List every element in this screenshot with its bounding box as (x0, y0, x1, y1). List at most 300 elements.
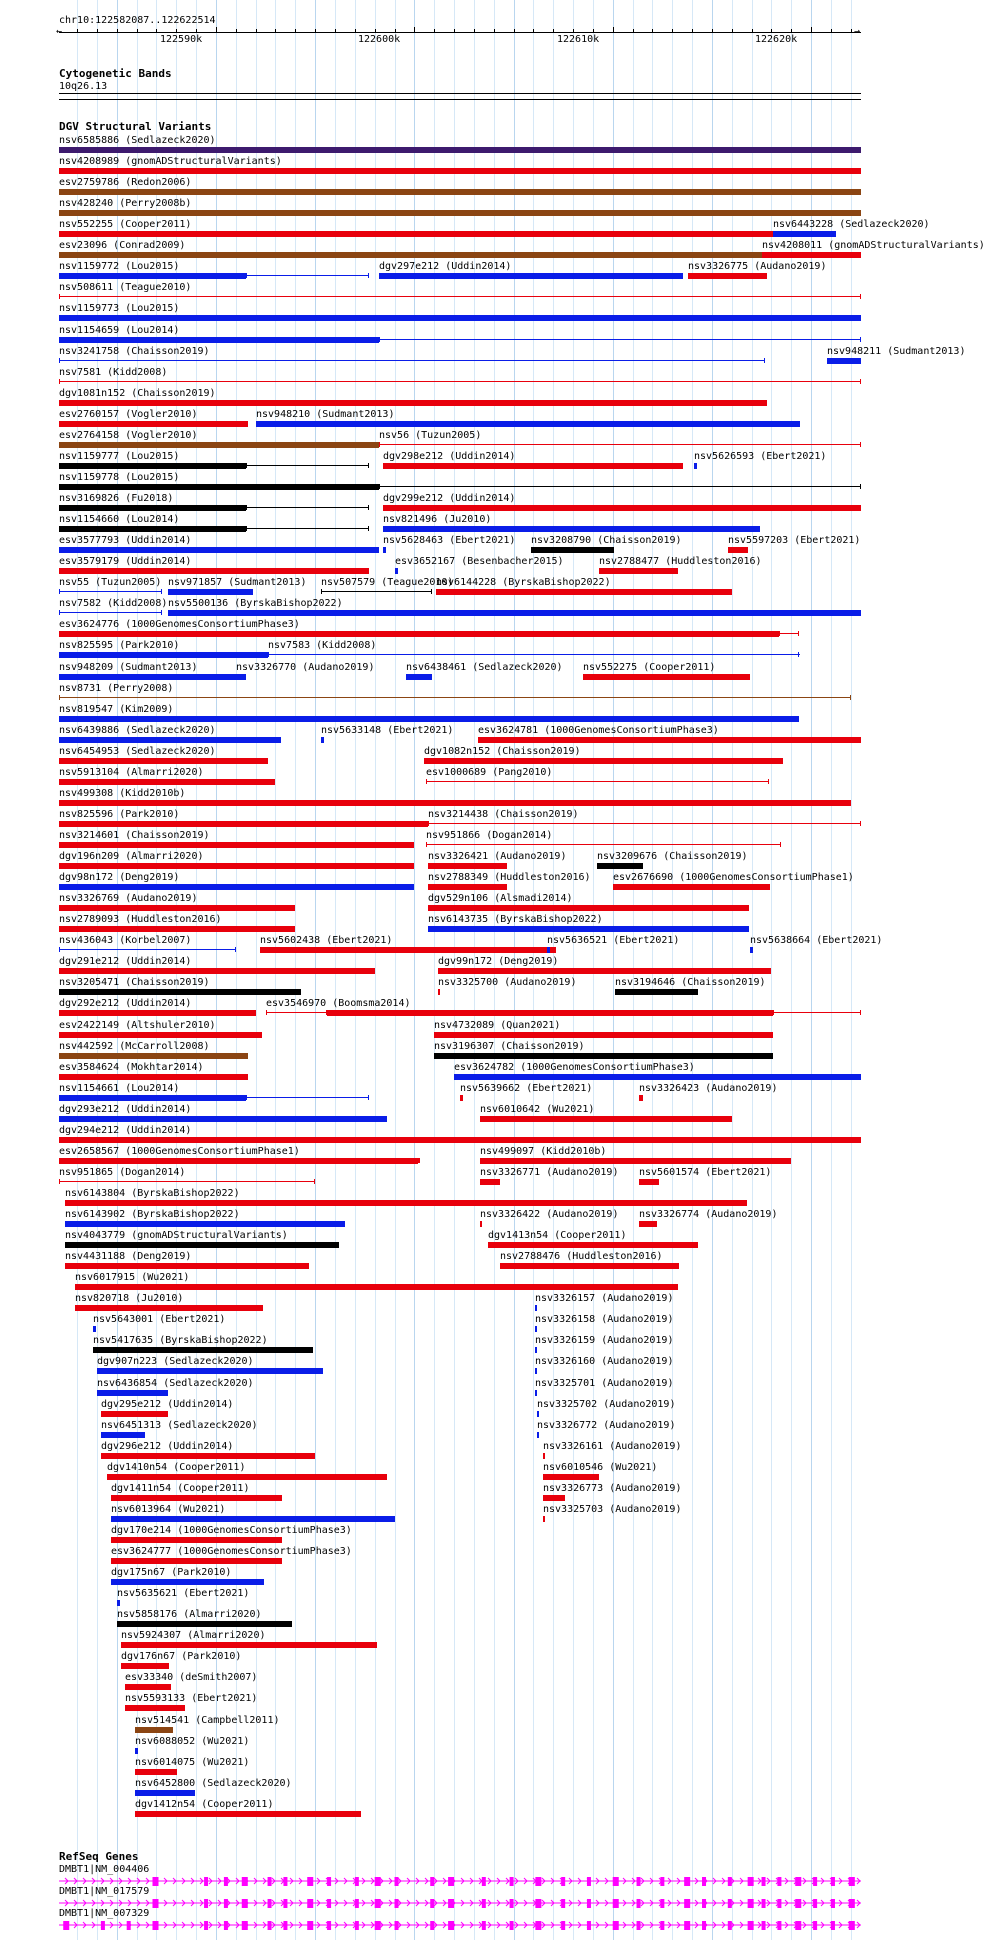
sv-feature-label: nsv951865 (Dogan2014) (59, 1167, 186, 1178)
gene-exon (637, 1921, 641, 1930)
sv-feature-bar[interactable] (639, 1095, 643, 1101)
sv-feature-bar[interactable] (59, 758, 268, 764)
sv-feature-bar[interactable] (428, 863, 507, 869)
sv-feature-label: dgv1412n54 (Cooper2011) (135, 1799, 274, 1810)
sv-feature-bar[interactable] (125, 1705, 185, 1711)
sv-feature-label: nsv1159777 (Lou2015) (59, 451, 180, 462)
sv-feature-bar[interactable] (59, 463, 246, 469)
sv-feature-bar[interactable] (535, 1390, 537, 1396)
sv-feature-bar[interactable] (418, 1160, 420, 1161)
gene-exon (831, 1877, 835, 1886)
sv-feature-bar[interactable] (59, 568, 369, 574)
sv-feature-label: nsv3196307 (Chaisson2019) (434, 1041, 585, 1052)
sv-feature-bar[interactable] (93, 1326, 96, 1332)
sv-feature-label: nsv5601574 (Ebert2021) (639, 1167, 772, 1178)
sv-feature-bar[interactable] (59, 884, 414, 890)
sv-feature-bar[interactable] (168, 610, 861, 616)
sv-feature-label: nsv5602438 (Ebert2021) (260, 935, 393, 946)
sv-feature-bar[interactable] (59, 779, 275, 785)
sv-feature-bar[interactable] (779, 633, 799, 634)
sv-feature-bar[interactable] (535, 1368, 537, 1374)
ruler-tick (672, 29, 673, 33)
gene-exon (728, 1921, 732, 1930)
sv-feature-bar[interactable] (111, 1537, 282, 1543)
sv-feature-bar[interactable] (59, 652, 268, 658)
sv-feature-bar[interactable] (107, 1474, 387, 1480)
gene-exon (587, 1899, 591, 1908)
sv-feature-label: nsv5643001 (Ebert2021) (93, 1314, 226, 1325)
sv-feature-bar[interactable] (59, 800, 851, 806)
sv-feature-label: nsv1159778 (Lou2015) (59, 472, 180, 483)
gene-exon (831, 1899, 835, 1908)
sv-feature-bar[interactable] (426, 781, 769, 782)
sv-feature-bar[interactable] (65, 1200, 747, 1206)
ruler-tick (593, 29, 594, 33)
sv-feature-bar[interactable] (256, 421, 800, 427)
tick-label-122620k: 122620k (755, 34, 798, 45)
sv-feature-bar[interactable] (111, 1495, 282, 1501)
sv-feature-label: nsv3326769 (Audano2019) (59, 893, 198, 904)
sv-feature-bar[interactable] (480, 1158, 791, 1164)
sv-feature-label: nsv3326773 (Audano2019) (543, 1483, 682, 1494)
sv-feature-label: esv2760157 (Vogler2010) (59, 409, 198, 420)
gene-exon (430, 1899, 434, 1908)
sv-feature-label: dgv98n172 (Deng2019) (59, 872, 180, 883)
sv-feature-bar[interactable] (59, 337, 379, 343)
gene-model[interactable] (0, 1919, 890, 1933)
sv-feature-bar[interactable] (97, 1368, 323, 1374)
sv-feature-label: nsv3325701 (Audano2019) (535, 1378, 674, 1389)
sv-feature-bar[interactable] (59, 168, 861, 174)
sv-feature-bar[interactable] (59, 926, 295, 932)
sv-feature-label: esv3624781 (1000GenomesConsortiumPhase3) (478, 725, 719, 736)
sv-feature-bar[interactable] (428, 926, 749, 932)
sv-feature-label: nsv55 (Tuzun2005) (59, 577, 162, 588)
sv-feature-bar[interactable] (59, 360, 765, 361)
sv-feature-label: dgv1411n54 (Cooper2011) (111, 1483, 250, 1494)
gene-exon (510, 1899, 514, 1908)
ruler-tick (771, 29, 772, 33)
sv-feature-bar[interactable] (535, 1347, 537, 1353)
sv-feature-bar[interactable] (111, 1558, 282, 1564)
tick-label-122590k: 122590k (160, 34, 203, 45)
sv-feature-label: nsv6443228 (Sedlazeck2020) (773, 219, 930, 230)
sv-feature-bar[interactable] (59, 442, 379, 448)
sv-feature-bar[interactable] (59, 1074, 248, 1080)
sv-feature-bar[interactable] (773, 1012, 861, 1013)
sv-feature-bar[interactable] (93, 1347, 313, 1353)
sv-feature-bar[interactable] (135, 1748, 138, 1754)
sv-feature-bar[interactable] (59, 989, 301, 995)
sv-feature-bar[interactable] (59, 1053, 248, 1059)
sv-feature-label: nsv948210 (Sudmant2013) (256, 409, 395, 420)
sv-feature-label: dgv529n106 (Alsmadi2014) (428, 893, 573, 904)
sv-feature-bar[interactable] (454, 1074, 861, 1080)
ruler-tick (77, 29, 78, 33)
sv-feature-label: nsv3326775 (Audano2019) (688, 261, 827, 272)
sv-feature-bar[interactable] (762, 252, 861, 258)
sv-feature-bar[interactable] (379, 486, 861, 487)
sv-feature-bar[interactable] (383, 547, 386, 553)
sv-feature-bar[interactable] (135, 1727, 173, 1733)
sv-feature-label: nsv3326770 (Audano2019) (236, 662, 375, 673)
gene-exon (327, 1921, 331, 1930)
sv-feature-bar[interactable] (59, 484, 379, 490)
tick-label-122610k: 122610k (557, 34, 600, 45)
sv-feature-bar[interactable] (268, 654, 800, 655)
gene-exon (587, 1921, 591, 1930)
ruler-tick (434, 29, 435, 33)
sv-feature-label: nsv6438461 (Sedlazeck2020) (406, 662, 563, 673)
sv-feature-bar[interactable] (59, 1137, 861, 1143)
gene-exon (152, 1921, 158, 1930)
sv-feature-label: nsv7581 (Kidd2008) (59, 367, 168, 378)
sv-feature-bar[interactable] (246, 275, 369, 276)
sv-feature-bar[interactable] (75, 1284, 678, 1290)
sv-feature-bar[interactable] (135, 1811, 361, 1817)
ruler-tick (533, 29, 534, 33)
sv-feature-label: esv3579179 (Uddin2014) (59, 556, 192, 567)
sv-feature-bar[interactable] (246, 1097, 369, 1098)
locus-label: chr10:122582087..122622514 (59, 15, 216, 26)
sv-feature-bar[interactable] (379, 339, 861, 340)
sv-feature-label: nsv3326423 (Audano2019) (639, 1083, 778, 1094)
ruler-tick (494, 29, 495, 33)
cytoband-label: 10q26.13 (59, 81, 108, 92)
gene-exon (637, 1899, 641, 1908)
ruler-arrow-right: → (854, 26, 861, 37)
gene-exon (849, 1899, 855, 1908)
ruler-arrow-left: ← (56, 26, 63, 37)
sv-feature-bar[interactable] (135, 1769, 177, 1775)
sv-feature-label: nsv951866 (Dogan2014) (426, 830, 553, 841)
sv-feature-bar[interactable] (101, 1453, 315, 1459)
sv-feature-bar[interactable] (537, 1432, 539, 1438)
ruler-tick (712, 29, 713, 33)
ruler-tick (176, 29, 177, 33)
sv-feature-bar[interactable] (125, 1684, 171, 1690)
sv-feature-label: esv3577793 (Uddin2014) (59, 535, 192, 546)
sv-feature-bar[interactable] (65, 1263, 309, 1269)
gene-exon (307, 1899, 313, 1908)
sv-feature-label: nsv7582 (Kidd2008) (59, 598, 168, 609)
sv-feature-label: nsv6010642 (Wu2021) (480, 1104, 595, 1115)
gene-exon (127, 1921, 131, 1930)
sv-feature-label: dgv292e212 (Uddin2014) (59, 998, 192, 1009)
sv-feature-bar[interactable] (59, 421, 248, 427)
sv-feature-label: nsv5633148 (Ebert2021) (321, 725, 454, 736)
gene-exon (204, 1921, 208, 1930)
sv-feature-label: dgv295e212 (Uddin2014) (101, 1399, 234, 1410)
sv-feature-label: nsv819547 (Kim2009) (59, 704, 174, 715)
sv-feature-bar[interactable] (59, 400, 767, 406)
gene-label: DMBT1|NM_017579 (59, 1886, 150, 1897)
sv-feature-label: nsv507579 (Teague2010) (321, 577, 454, 588)
sv-feature-label: nsv3205471 (Chaisson2019) (59, 977, 210, 988)
sv-feature-bar[interactable] (694, 463, 697, 469)
sv-feature-bar[interactable] (59, 147, 861, 153)
sv-feature-bar[interactable] (59, 210, 861, 216)
gene-exon (268, 1921, 272, 1930)
sv-feature-label: nsv4043779 (gnomADStructuralVariants) (65, 1230, 288, 1241)
sv-feature-label: nsv948209 (Sudmant2013) (59, 662, 198, 673)
sv-feature-label: nsv5417635 (ByrskaBishop2022) (93, 1335, 268, 1346)
sv-feature-bar[interactable] (59, 381, 861, 382)
gene-exon (448, 1899, 454, 1908)
sv-feature-bar[interactable] (59, 697, 851, 698)
sv-feature-bar[interactable] (101, 1411, 168, 1417)
sv-feature-bar[interactable] (59, 1032, 262, 1038)
gene-exon (268, 1899, 272, 1908)
sv-feature-label: esv2422149 (Altshuler2010) (59, 1020, 216, 1031)
sv-feature-bar[interactable] (59, 547, 379, 553)
sv-feature-bar[interactable] (460, 1095, 463, 1101)
cytoband-track-title: Cytogenetic Bands (59, 67, 172, 80)
ruler-tick (156, 29, 157, 33)
sv-feature-bar[interactable] (639, 1221, 657, 1227)
sv-feature-label: nsv948211 (Sudmant2013) (827, 346, 966, 357)
sv-feature-label: nsv3326421 (Audano2019) (428, 851, 567, 862)
ruler-tick (335, 29, 336, 33)
sv-feature-label: nsv3326422 (Audano2019) (480, 1209, 619, 1220)
sv-feature-bar[interactable] (478, 737, 861, 743)
sv-feature-bar[interactable] (59, 631, 779, 637)
sv-feature-bar[interactable] (65, 1221, 345, 1227)
sv-feature-label: nsv3326157 (Audano2019) (535, 1293, 674, 1304)
sv-feature-label: dgv907n223 (Sedlazeck2020) (97, 1356, 254, 1367)
sv-feature-label: dgv299e212 (Uddin2014) (383, 493, 516, 504)
sv-feature-label: dgv175n67 (Park2010) (111, 1567, 232, 1578)
sv-feature-bar[interactable] (434, 1032, 773, 1038)
sv-feature-bar[interactable] (436, 589, 732, 595)
sv-feature-bar[interactable] (434, 1053, 773, 1059)
sv-feature-bar[interactable] (168, 589, 253, 595)
gene-exon (660, 1877, 664, 1886)
sv-feature-bar[interactable] (59, 737, 281, 743)
sv-feature-label: esv3624777 (1000GenomesConsortiumPhase3) (111, 1546, 352, 1557)
sv-feature-bar[interactable] (531, 547, 614, 553)
sv-feature-bar[interactable] (59, 842, 414, 848)
sv-feature-bar[interactable] (379, 444, 861, 445)
gene-exon (637, 1877, 641, 1886)
sv-feature-bar[interactable] (111, 1579, 264, 1585)
gene-label: DMBT1|NM_007329 (59, 1908, 150, 1919)
sv-feature-label: nsv8731 (Perry2008) (59, 683, 174, 694)
sv-feature-bar[interactable] (383, 505, 861, 511)
sv-feature-bar[interactable] (59, 505, 246, 511)
sv-feature-bar[interactable] (321, 737, 324, 743)
sv-feature-label: nsv5639662 (Ebert2021) (460, 1083, 593, 1094)
sv-feature-bar[interactable] (613, 884, 770, 890)
sv-feature-bar[interactable] (260, 947, 556, 953)
gene-exon (561, 1921, 565, 1930)
sv-feature-bar[interactable] (75, 1305, 263, 1311)
cytoband-separator (59, 93, 861, 94)
gene-exon (101, 1921, 105, 1930)
sv-feature-bar[interactable] (639, 1179, 659, 1185)
sv-feature-bar[interactable] (543, 1495, 565, 1501)
sv-feature-bar[interactable] (383, 463, 683, 469)
sv-feature-bar[interactable] (599, 568, 678, 574)
sv-feature-bar[interactable] (500, 1263, 679, 1269)
sv-feature-label: nsv821496 (Ju2010) (383, 514, 492, 525)
sv-feature-bar[interactable] (59, 1158, 418, 1164)
sv-feature-label: nsv5858176 (Almarri2020) (117, 1609, 262, 1620)
sv-feature-bar[interactable] (321, 591, 432, 592)
sv-feature-bar[interactable] (537, 1411, 539, 1417)
sv-feature-bar[interactable] (121, 1642, 377, 1648)
gene-exon (702, 1877, 706, 1886)
sv-feature-bar[interactable] (428, 823, 861, 824)
refseq-track-title: RefSeq Genes (59, 1850, 139, 1863)
ruler-tick (275, 29, 276, 33)
sv-feature-bar[interactable] (59, 863, 414, 869)
sv-feature-bar[interactable] (59, 526, 246, 532)
gene-exon (831, 1921, 835, 1930)
sv-feature-bar[interactable] (428, 884, 507, 890)
gene-exon (762, 1921, 766, 1930)
sv-feature-bar[interactable] (59, 674, 246, 680)
sv-feature-bar[interactable] (59, 949, 236, 950)
sv-feature-bar[interactable] (121, 1663, 169, 1669)
sv-feature-bar[interactable] (59, 231, 775, 237)
ruler-tick (474, 29, 475, 33)
gene-exon (448, 1877, 454, 1886)
sv-feature-label: nsv428240 (Perry2008b) (59, 198, 192, 209)
sv-feature-bar[interactable] (480, 1221, 482, 1227)
sv-feature-bar[interactable] (480, 1179, 500, 1185)
sv-feature-label: nsv5593133 (Ebert2021) (125, 1693, 258, 1704)
sv-feature-bar[interactable] (773, 231, 836, 237)
ruler-tick (97, 29, 98, 33)
sv-feature-bar[interactable] (383, 526, 760, 532)
sv-feature-bar[interactable] (59, 252, 764, 258)
sv-feature-label: nsv2788477 (Huddleston2016) (599, 556, 762, 567)
sv-feature-label: nsv6143804 (ByrskaBishop2022) (65, 1188, 240, 1199)
sv-feature-bar[interactable] (535, 1326, 537, 1332)
gene-exon (660, 1921, 664, 1930)
tick-label-122600k: 122600k (358, 34, 401, 45)
sv-feature-bar[interactable] (583, 674, 750, 680)
ruler-tick (752, 29, 753, 33)
sv-feature-bar[interactable] (101, 1432, 145, 1438)
sv-feature-bar[interactable] (728, 547, 748, 553)
sv-feature-bar[interactable] (246, 528, 369, 529)
sv-feature-label: dgv1081n152 (Chaisson2019) (59, 388, 216, 399)
sv-feature-bar[interactable] (827, 358, 861, 364)
sv-feature-bar[interactable] (438, 968, 771, 974)
sv-feature-bar[interactable] (615, 989, 698, 995)
sv-feature-label: nsv3325703 (Audano2019) (543, 1504, 682, 1515)
sv-feature-bar[interactable] (59, 315, 861, 321)
ruler-tick (375, 29, 376, 33)
sv-feature-bar[interactable] (688, 273, 767, 279)
sv-feature-label: nsv3214601 (Chaisson2019) (59, 830, 210, 841)
sv-feature-label: esv3624776 (1000GenomesConsortiumPhase3) (59, 619, 300, 630)
sv-feature-label: nsv7583 (Kidd2008) (268, 640, 377, 651)
sv-feature-label: nsv1154661 (Lou2014) (59, 1083, 180, 1094)
sv-feature-label: nsv2788349 (Huddleston2016) (428, 872, 591, 883)
sv-feature-bar[interactable] (135, 1790, 195, 1796)
sv-feature-bar[interactable] (480, 1116, 732, 1122)
sv-feature-bar[interactable] (117, 1621, 292, 1627)
sv-feature-label: nsv6143735 (ByrskaBishop2022) (428, 914, 603, 925)
sv-feature-bar[interactable] (117, 1600, 120, 1606)
gene-exon (535, 1877, 541, 1886)
sv-feature-bar[interactable] (424, 758, 783, 764)
sv-feature-label: nsv3214438 (Chaisson2019) (428, 809, 579, 820)
sv-feature-label: nsv6010546 (Wu2021) (543, 1462, 658, 1473)
gene-exon (152, 1899, 158, 1908)
sv-feature-bar[interactable] (59, 968, 375, 974)
sv-feature-bar[interactable] (59, 716, 799, 722)
sv-feature-bar[interactable] (65, 1242, 339, 1248)
sv-feature-bar[interactable] (59, 296, 861, 297)
sv-feature-label: dgv297e212 (Uddin2014) (379, 261, 512, 272)
sv-feature-bar[interactable] (327, 1010, 773, 1016)
sv-feature-bar[interactable] (59, 1116, 387, 1122)
sv-feature-label: dgv1082n152 (Chaisson2019) (424, 746, 581, 757)
sv-feature-bar[interactable] (543, 1453, 545, 1459)
sv-feature-label: nsv4732089 (Quan2021) (434, 1020, 561, 1031)
sv-feature-label: nsv3209676 (Chaisson2019) (597, 851, 748, 862)
sv-feature-bar[interactable] (236, 674, 239, 680)
sv-feature-bar[interactable] (428, 905, 749, 911)
sv-feature-bar[interactable] (750, 947, 753, 953)
sv-feature-label: nsv6439886 (Sedlazeck2020) (59, 725, 216, 736)
sv-feature-bar[interactable] (59, 273, 246, 279)
sv-feature-label: nsv499308 (Kidd2010b) (59, 788, 186, 799)
sv-feature-bar[interactable] (59, 821, 428, 827)
sv-feature-bar[interactable] (406, 674, 432, 680)
sv-feature-bar[interactable] (111, 1516, 395, 1522)
sv-feature-bar[interactable] (59, 189, 861, 195)
sv-feature-bar[interactable] (266, 1012, 327, 1013)
sv-feature-bar[interactable] (59, 905, 295, 911)
sv-feature-bar[interactable] (395, 568, 398, 574)
sv-feature-bar[interactable] (379, 273, 683, 279)
sv-feature-bar[interactable] (97, 1390, 168, 1396)
gene-exon (268, 1877, 272, 1886)
sv-feature-label: nsv3326774 (Audano2019) (639, 1209, 778, 1220)
sv-feature-bar[interactable] (438, 989, 440, 995)
sv-feature-bar[interactable] (426, 844, 781, 845)
sv-feature-bar[interactable] (535, 1305, 537, 1311)
sv-feature-label: esv3652167 (Besenbacher2015) (395, 556, 564, 567)
sv-feature-label: nsv552255 (Cooper2011) (59, 219, 192, 230)
sv-feature-bar[interactable] (59, 1095, 246, 1101)
sv-feature-bar[interactable] (59, 591, 162, 592)
sv-feature-bar[interactable] (488, 1242, 698, 1248)
sv-feature-bar[interactable] (543, 1516, 545, 1522)
sv-feature-label: nsv436043 (Korbel2007) (59, 935, 192, 946)
sv-feature-bar[interactable] (543, 1474, 599, 1480)
sv-feature-label: dgv294e212 (Uddin2014) (59, 1125, 192, 1136)
sv-feature-bar[interactable] (59, 1010, 256, 1016)
sv-feature-bar[interactable] (59, 612, 162, 613)
sv-feature-label: dgv99n172 (Deng2019) (438, 956, 559, 967)
gene-exon (375, 1877, 381, 1886)
sv-feature-label: nsv5636521 (Ebert2021) (547, 935, 680, 946)
ruler-tick (256, 29, 257, 33)
sv-feature-bar[interactable] (246, 507, 369, 508)
sv-feature-bar[interactable] (597, 863, 643, 869)
sv-feature-bar[interactable] (547, 947, 550, 953)
sv-feature-label: dgv298e212 (Uddin2014) (383, 451, 516, 462)
sv-feature-bar[interactable] (59, 1181, 315, 1182)
sv-feature-bar[interactable] (246, 465, 369, 466)
gene-exon (684, 1877, 690, 1886)
